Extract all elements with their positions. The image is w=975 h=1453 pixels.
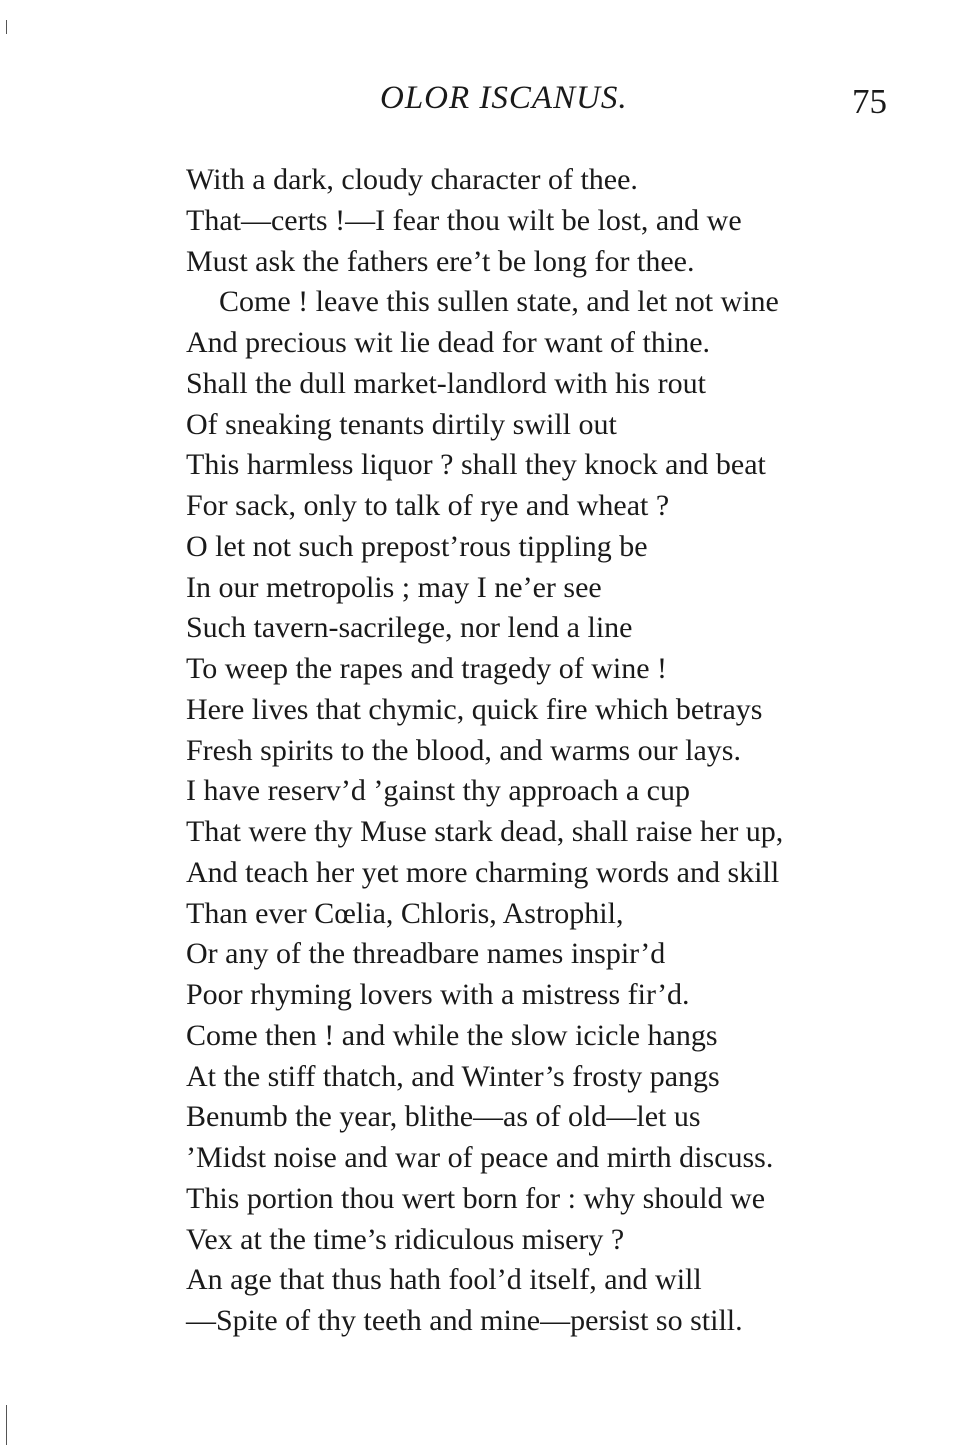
poem-line: Of sneaking tenants dirtily swill out xyxy=(186,407,617,441)
poem-line: ’Midst noise and war of peace and mirth discuss. xyxy=(186,1141,774,1174)
poem-line: This portion thou wert born for : why should we xyxy=(186,1181,766,1215)
poem-line: Shall the dull market-landlord with his rout xyxy=(186,366,706,400)
poem-line: And teach her yet more charming words and skill xyxy=(186,855,780,889)
poem-line: This harmless liquor ? shall they knock and beat xyxy=(186,448,766,482)
poem-line: Benumb the year, blithe—as of old—let us xyxy=(186,1100,701,1134)
scan-edge-mark xyxy=(6,20,7,34)
poem-line: For sack, only to talk of rye and wheat ? xyxy=(186,489,670,522)
poem-line: Or any of the threadbare names inspir’d xyxy=(186,937,666,971)
poem-line: An age that thus hath fool’d itself, and will xyxy=(186,1263,702,1297)
poem-line: And precious wit lie dead for want of thine. xyxy=(186,326,711,359)
poem-line: Poor rhyming lovers with a mistress fir’d. xyxy=(186,978,690,1011)
poem-text xyxy=(186,160,946,1342)
poem-line: Vex at the time’s ridiculous misery ? xyxy=(186,1222,625,1256)
poem-line: To weep the rapes and tragedy of wine ! xyxy=(186,652,668,685)
poem-line: —Spite of thy teeth and mine—persist so still. xyxy=(186,1304,743,1337)
page-number: 75 xyxy=(852,82,887,121)
poem-line: I have reserv’d ’gainst thy approach a cup xyxy=(186,774,690,808)
scan-edge-mark xyxy=(6,1405,7,1445)
poem-line: Such tavern-sacrilege, nor lend a line xyxy=(186,611,633,645)
poem-line: With a dark, cloudy character of thee. xyxy=(186,163,638,196)
poem-line: In our metropolis ; may I ne’er see xyxy=(186,570,602,604)
poem-line: Than ever Cœlia, Chloris, Astrophil, xyxy=(186,896,624,930)
poem-line: Must ask the fathers ere’t be long for thee. xyxy=(186,244,695,278)
poem-line: Fresh spirits to the blood, and warms our lays. xyxy=(186,733,741,767)
poem-line: At the stiff thatch, and Winter’s frosty pangs xyxy=(186,1059,720,1093)
poem-line: O let not such prepost’rous tippling be xyxy=(186,529,648,563)
running-title: OLOR ISCANUS. xyxy=(380,80,628,116)
poem-line: Come then ! and while the slow icicle hangs xyxy=(186,1018,718,1052)
poem-line: That—certs !—I fear thou wilt be lost, and we xyxy=(186,203,742,237)
poem-line: That were thy Muse stark dead, shall raise her up, xyxy=(186,815,784,848)
poem-line: Here lives that chymic, quick fire which betrays xyxy=(186,692,763,726)
poem-line: Come ! leave this sullen state, and let not wine xyxy=(219,285,779,319)
